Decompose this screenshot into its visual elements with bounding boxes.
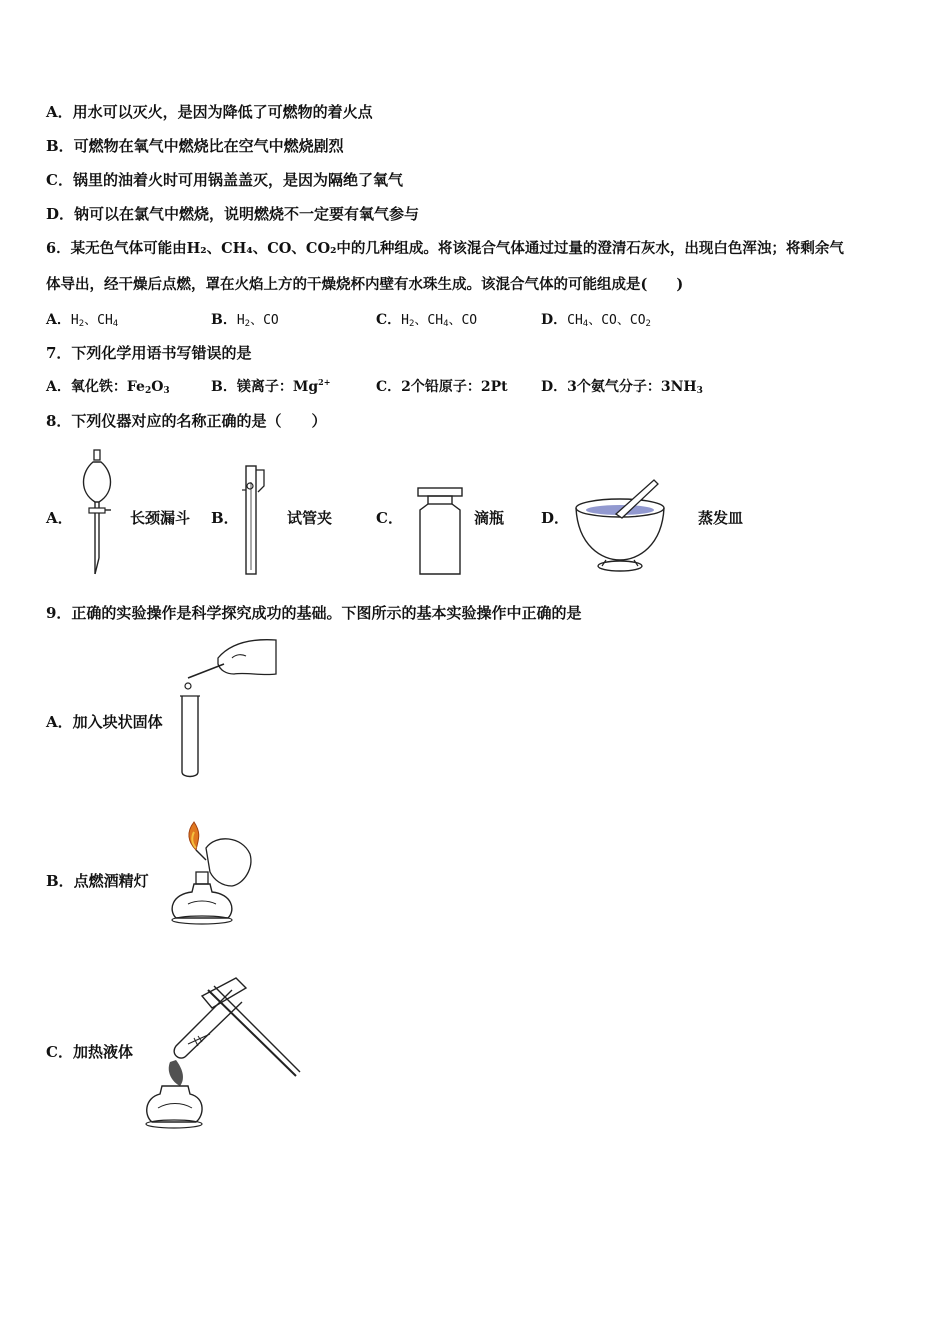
q6-option-b: B．$H_2$、CO bbox=[211, 312, 279, 329]
q7-option-a: A．氧化铁：$Fe_2O_3$ bbox=[46, 379, 170, 396]
q8-option-a-letter: A． bbox=[46, 509, 73, 527]
q8-option-b-name: 试管夹 bbox=[287, 509, 333, 527]
q6-option-a: A．$H_2$、$CH_4$ bbox=[46, 312, 119, 329]
q8-option-b-letter: B． bbox=[211, 509, 239, 527]
q6-option-d: D．$CH_4$、CO、$CO_2$ bbox=[541, 312, 651, 329]
test-tube-clamp-icon bbox=[238, 462, 268, 577]
q6-option-b-letter: B． bbox=[211, 312, 237, 328]
q7-option-b: B．镁离子：$Mg^{2+}$ bbox=[211, 377, 331, 395]
light-alcohol-lamp-icon bbox=[158, 820, 256, 926]
q8-option-a-name: 长颈漏斗 bbox=[130, 509, 191, 527]
q8-option-c-letter: C． bbox=[376, 509, 403, 527]
add-solid-to-test-tube-icon bbox=[176, 634, 280, 780]
q7-option-b-text: B．镁离子：Mg bbox=[211, 379, 319, 395]
q8-stem: 8．下列仪器对应的名称正确的是（ ） bbox=[46, 412, 327, 430]
q7-option-a-text: A．氧化铁：Fe bbox=[46, 379, 145, 395]
q7-option-c: C．2个铅原子：2Pt bbox=[376, 379, 508, 395]
q6-option-a-letter: A． bbox=[46, 312, 71, 328]
q7-option-d: D．3个氨气分子：$3NH_3$ bbox=[541, 379, 703, 396]
q7-stem: 7．下列化学用语书写错误的是 bbox=[46, 344, 252, 362]
heat-liquid-icon bbox=[140, 974, 300, 1134]
q5-option-d: D．钠可以在氯气中燃烧，说明燃烧不一定要有氧气参与 bbox=[46, 205, 420, 223]
q8-option-c-name: 滴瓶 bbox=[474, 509, 505, 527]
q8-option-d-name: 蒸发皿 bbox=[698, 509, 744, 527]
mortar-and-pestle-icon bbox=[572, 476, 668, 576]
q6-stem-line2: 体导出，经干燥后点燃，罩在火焰上方的干燥烧杯内壁有水珠生成。该混合气体的可能组成是( ) bbox=[46, 276, 684, 293]
q9-option-b-label: B．点燃酒精灯 bbox=[46, 872, 149, 890]
q6-option-d-letter: D． bbox=[541, 312, 568, 328]
q9-option-a-label: A．加入块状固体 bbox=[46, 713, 163, 731]
q5-option-c: C．锅里的油着火时可用锅盖盖灭，是因为隔绝了氧气 bbox=[46, 171, 403, 189]
q5-option-b: B．可燃物在氧气中燃烧比在空气中燃烧剧烈 bbox=[46, 137, 344, 155]
q6-stem-line1: 6．某无色气体可能由H₂、CH₄、CO、CO₂中的几种组成。将该混合气体通过过量的澄清石灰水，出现白色浑浊；将剩余气 bbox=[46, 240, 844, 257]
q5-option-a: A．用水可以灭火，是因为降低了可燃物的着火点 bbox=[46, 103, 373, 121]
q6-option-c-letter: C． bbox=[376, 312, 402, 328]
separatory-funnel-icon bbox=[75, 448, 125, 578]
q7-option-d-text: D．3个氨气分子：3NH bbox=[541, 379, 697, 395]
reagent-bottle-icon bbox=[412, 486, 468, 578]
q6-option-c: C．$H_2$、$CH_4$、CO bbox=[376, 312, 478, 329]
q9-option-c-label: C．加热液体 bbox=[46, 1043, 133, 1061]
q9-stem: 9．正确的实验操作是科学探究成功的基础。下图所示的基本实验操作中正确的是 bbox=[46, 604, 582, 622]
q8-option-d-letter: D． bbox=[541, 509, 570, 527]
